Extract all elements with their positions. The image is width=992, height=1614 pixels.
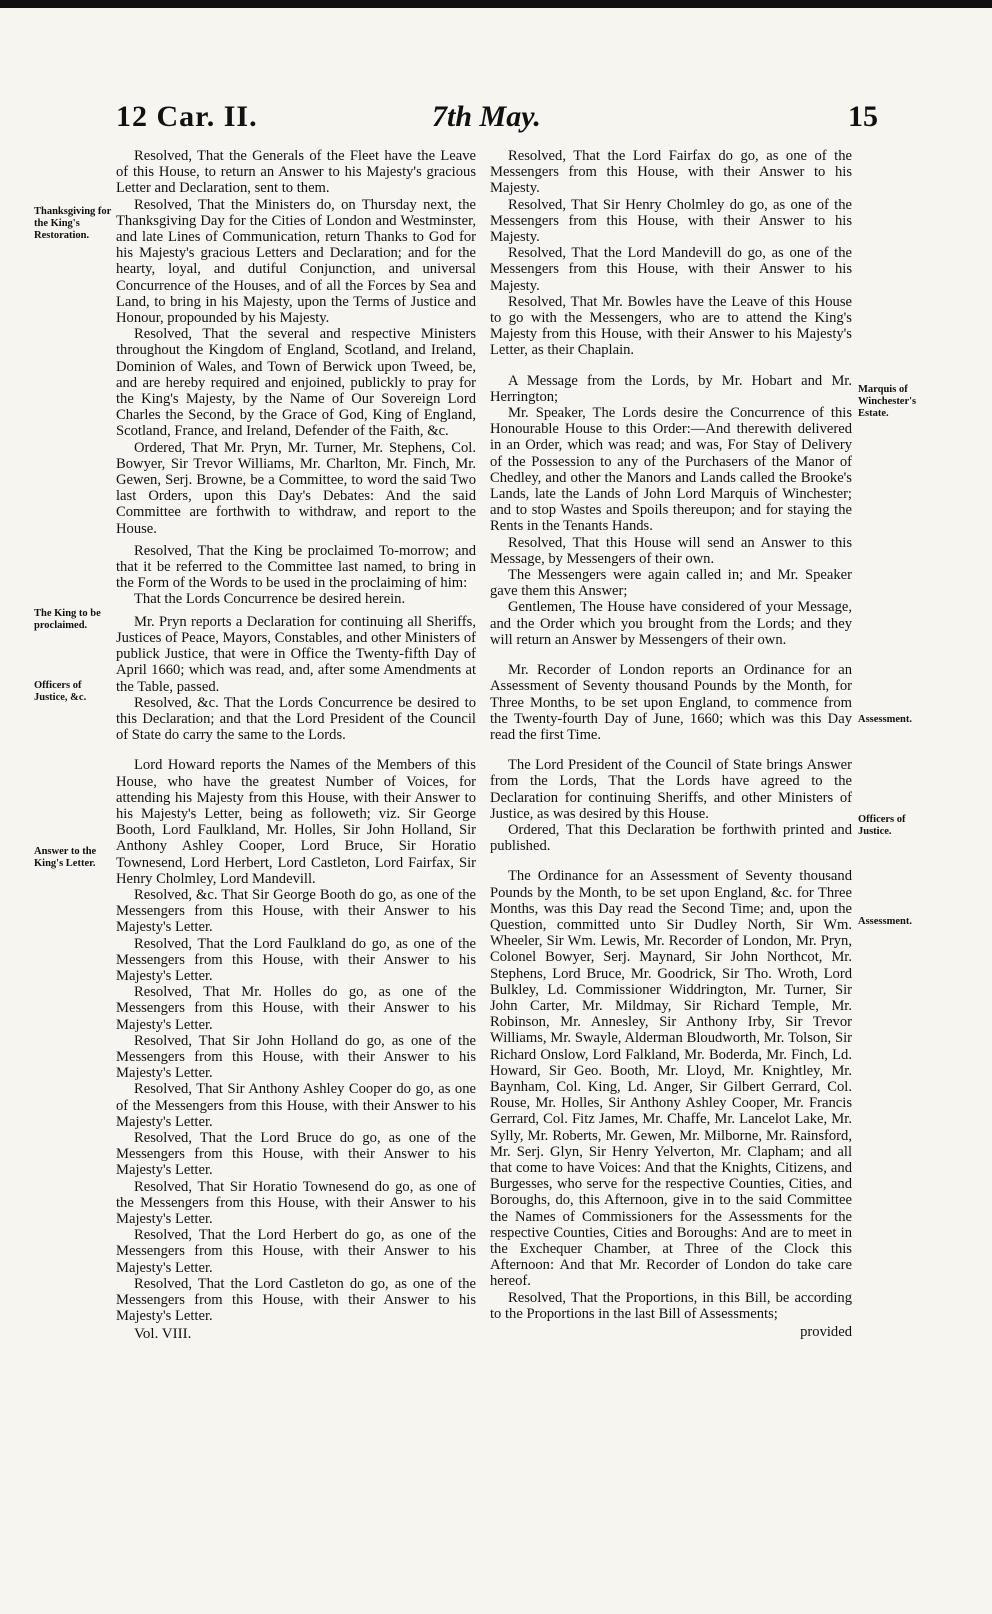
paragraph: The Messengers were again called in; and Mr. Speaker gave them this Answer; — [490, 567, 852, 600]
paragraph: Resolved, That Sir John Holland do go, as one of the Messengers from this House, with their Answer to his Majesty's Letter. — [116, 1032, 476, 1082]
paragraph: Resolved, That the Ministers do, on Thursday next, the Thanksgiving Day for the Cities of London and Westminster, and late Lines of Communication, return Thanks to God for his Majesty's gracious Letters and Declaration; and for the hearty, loyal, and dutiful Conjunction, and universal Concurrence of the Houses, and of all the Forces by Sea and Land, to bring in his Majesty, upon the Terms of Justice and Honour, propounded by his Majesty. — [116, 196, 476, 327]
paragraph: Resolved, That Mr. Bowles have the Leave of this House to go with the Messengers, who are to attend the King's Majesty from this House, with their Answer to his Majesty's Letter, as their Chaplain. — [490, 293, 852, 359]
margin-note-officers-justice: Officers of Justice. — [858, 814, 906, 837]
paragraph: Lord Howard reports the Names of the Members of this House, who have the greatest Number of Voices, for attending his Majesty from this House, with their Answer to his Majesty's Letter, being as followeth; viz. Sir George Booth, Lord Faulkland, Mr. Holles, Sir John Holland, Sir Anthony Ashley Cooper, Lord Bruce, Sir Horatio Townesend, Lord Herbert, Lord Castleton, Lord Fairfax, Sir Henry Cholmley, Lord Mandevill. — [116, 757, 476, 887]
paragraph: Resolved, That Sir Anthony Ashley Cooper do go, as one of the Messengers from this House, with their Answer to his Majesty's Letter. — [116, 1081, 476, 1130]
top-rule — [0, 0, 992, 8]
margin-note-thanksgiving: Thanksgiving for the King's Restoration. — [34, 206, 112, 241]
paragraph: Resolved, That the several and respective Ministers throughout the Kingdom of England, Scotland, and Ireland, Dominion of Wales, and Town of Berwick upon Tweed, be, and are hereby required and enjoined, publickly to pray for the King's Majesty, by the Name of Our Sovereign Lord Charles the Second, by the Grace of God, King of England, Scotland, France, and Ireland, Defender of the Faith, &c. — [116, 326, 476, 440]
right-column — [490, 148, 852, 1340]
header-date: 7th May. — [432, 100, 541, 133]
margin-note-proclaimed: The King to be proclaimed. — [34, 608, 101, 631]
paragraph: Resolved, That this House will send an Answer to this Message, by Messengers of their own. — [490, 534, 852, 567]
margin-note-assessment: Assessment. — [858, 714, 912, 725]
paragraph: Mr. Pryn reports a Declaration for continuing all Sheriffs, Justices of Peace, Mayors, Constables, and other Ministers of publick Justice, that were in Office the Twenty-fifth Day of April 1660; which was read, and, after some Amendments at the Table, passed. — [116, 613, 476, 695]
paragraph: Resolved, &c. That the Lords Concurrence be desired to this Declaration; and that the Lord President of the Council of State do carry the same to the Lords. — [116, 694, 476, 744]
margin-note-answer: Answer to the King's Letter. — [34, 846, 97, 869]
paragraph: That the Lords Concurrence be desired herein. — [134, 591, 406, 608]
margin-note-assessment: Assessment. — [858, 916, 912, 927]
header-regnal-year: 12 Car. II. — [116, 100, 258, 133]
paragraph: Resolved, That Mr. Holles do go, as one of the Messengers from this House, with their Answer to his Majesty's Letter. — [116, 984, 476, 1033]
catchword: provided — [800, 1324, 852, 1341]
paragraph: Gentlemen, The House have considered of your Message, and the Order which you brought from the Lords; and they will return an Answer by Messengers of their own. — [490, 599, 852, 648]
paragraph: Resolved, That Sir Horatio Townesend do go, as one of the Messengers from this House, with their Answer to his Majesty's Letter. — [116, 1178, 476, 1227]
paragraph: Resolved, That the Proportions, in this Bill, be according to the Proportions in the last Bill of Assessments; — [490, 1289, 852, 1322]
paragraph: Ordered, That this Declaration be forthwith printed and published. — [490, 821, 852, 855]
paragraph: Mr. Speaker, The Lords desire the Concurrence of this Honourable House to this Order:—And therewith delivered in an Order, which was read; and was, For Stay of Delivery of the Possession to any of the Purchasers of the Manor of Chedley, and other the Manors and Lands called the Brooke's Lands, late the Lands of John Lord Marquis of Winchester; and to stop Wastes and Spoils thereupon; and for staying the Rents in the Tenants Hands. — [490, 405, 852, 535]
paragraph: Resolved, That the Lord Fairfax do go, as one of the Messengers from this House, with their Answer to his Majesty. — [490, 148, 852, 197]
page-number: 15 — [848, 100, 878, 133]
paragraph: Resolved, That the King be proclaimed To-morrow; and that it be referred to the Committee last named, to bring in the Form of the Words to be used in the proclaiming of him: — [116, 542, 476, 592]
paragraph: Resolved, That the Lord Herbert do go, as one of the Messengers from this House, with their Answer to his Majesty's Letter. — [116, 1227, 476, 1276]
paragraph: The Ordinance for an Assessment of Seventy thousand Pounds by the Month, to be set upon England, &c. for Three Months, was this Day read the Second Time; and, upon the Question, committed unto Sir Dudley North, Sir Wm. Wheeler, Sir Wm. Lewis, Mr. Recorder of London, Mr. Pryn, Colonel Bowyer, Serj. Maynard, Sir John Northcot, Mr. Stephens, Lord Bruce, Mr. Goodrick, Sir Tho. Wroth, Lord Bulkley, Ld. Commissioner Widdrington, Mr. Turner, Sir John Carter, Mr. Mildmay, Sir Richard Temple, Mr. Robinson, Mr. Annesley, Sir Anthony Irby, Sir Trevor Williams, Mr. Swayle, Alderman Bloudworth, Mr. Tolson, Sir Richard Onslow, Lord Falkland, Mr. Boderda, Mr. Finch, Ld. Howard, Sir Geo. Booth, Mr. Lloyd, Mr. Knightley, Mr. Baynham, Col. King, Ld. Anger, Sir Gilbert Gerrard, Col. Rouse, Mr. Holles, Sir Anthony Ashley Cooper, Mr. Francis Gerrard, Col. Fitz James, Mr. Chaffe, Mr. Lancelot Lake, Mr. Sylly, Mr. Roberts, Mr. Gewen, Mr. Milborne, Mr. Rainsford, Mr. Serj. Glyn, Sir Henry Yelverton, Mr. Clapham; and all that come to have Voices: And that the Knights, Citizens, and Burgesses, who serve for the respective Counties, Cities, and Boroughs, do, this Afternoon, give in to the said Committee the Names of Commissioners for the Assessments for the respective Counties, Cities and Boroughs: And are to meet in the Exchequer Chamber, at Three of the Clock this Afternoon: And that Mr. Recorder of London do take care hereof. — [490, 868, 852, 1290]
margin-note-marquis: Marquis of Winchester's Estate. — [858, 384, 917, 419]
paragraph: Resolved, That the Lord Bruce do go, as one of the Messengers from this House, with their Answer to his Majesty's Letter. — [116, 1129, 476, 1179]
paragraph: Resolved, That the Lord Castleton do go, as one of the Messengers from this House, with their Answer to his Majesty's Letter. — [116, 1275, 476, 1325]
paragraph: The Lord President of the Council of State brings Answer from the Lords, That the Lords have agreed to the Declaration for continuing Sheriffs, and other Ministers of Justice, as was desired by this House. — [490, 757, 852, 822]
paragraph: Resolved, That the Generals of the Fleet have the Leave of this House, to return an Answer to his Majesty's gracious Letter and Declaration, sent to them. — [116, 148, 476, 197]
paragraph: Ordered, That Mr. Pryn, Mr. Turner, Mr. Stephens, Col. Bowyer, Sir Trevor Williams, Mr. Charlton, Mr. Finch, Mr. Gewen, Serj. Browne, be a Committee, to word the said Two last Orders, upon this Day's Debates: And the said Committee are forthwith to withdraw, and report to the House. — [116, 439, 476, 537]
page-header — [0, 100, 992, 144]
paragraph: Resolved, That Sir Henry Cholmley do go, as one of the Messengers from this House, with their Answer to his Majesty. — [490, 196, 852, 246]
paragraph: Resolved, That the Lord Mandevill do go, as one of the Messengers from this House, with their Answer to his Majesty. — [490, 245, 852, 294]
paragraph: A Message from the Lords, by Mr. Hobart and Mr. Herrington; — [490, 372, 852, 405]
paragraph: Resolved, That the Lord Faulkland do go, as one of the Messengers from this House, with their Answer to his Majesty's Letter. — [116, 935, 476, 984]
paragraph: Mr. Recorder of London reports an Ordinance for an Assessment of Seventy thousand Pounds by the Month, for Three Months, to be set upon England, to commence from the Twenty-fourth Day of June, 1660; which was this Day read the first Time. — [490, 662, 852, 743]
margin-note-officers: Officers of Justice, &c. — [34, 680, 87, 703]
left-column — [116, 148, 476, 1343]
paragraph: Resolved, &c. That Sir George Booth do go, as one of the Messengers from this House, with their Answer to his Majesty's Letter. — [116, 886, 476, 936]
volume-label: Vol. VIII. — [134, 1326, 192, 1343]
